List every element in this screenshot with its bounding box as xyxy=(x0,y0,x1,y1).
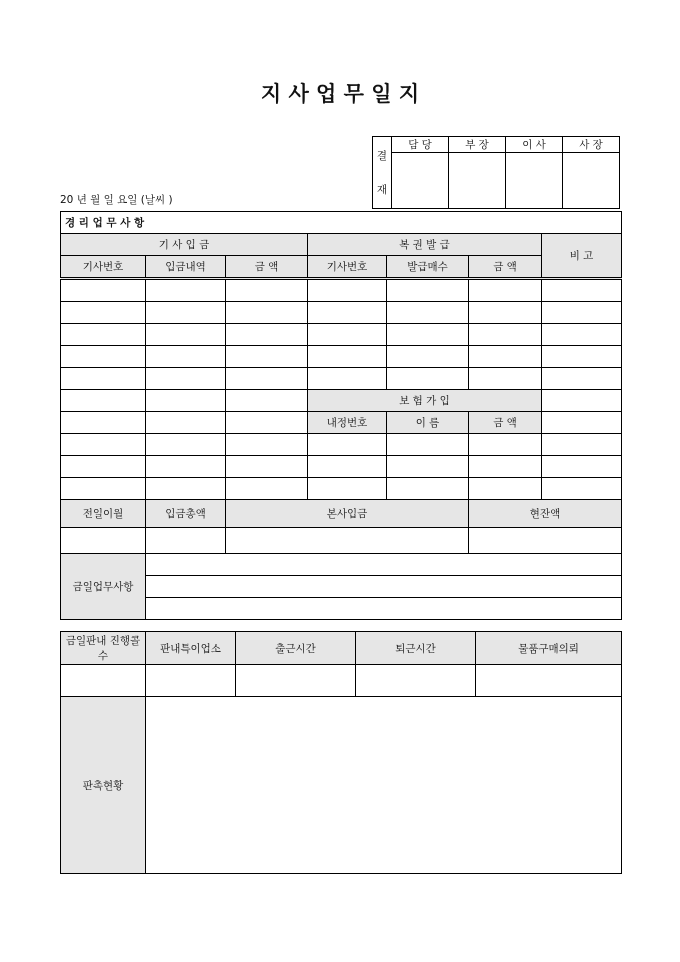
col-header: 금 액 xyxy=(226,256,308,279)
sales-col-clock-out: 퇴근시간 xyxy=(356,632,476,665)
table-row xyxy=(61,279,622,302)
table-cell[interactable] xyxy=(542,368,622,390)
table-cell[interactable] xyxy=(61,324,146,346)
table-cell[interactable] xyxy=(146,478,226,500)
table-cell[interactable] xyxy=(469,302,542,324)
table-cell[interactable] xyxy=(469,279,542,302)
remarks-header: 비 고 xyxy=(542,234,622,279)
table-cell[interactable] xyxy=(308,346,387,368)
col-header: 금 액 xyxy=(469,412,542,434)
approval-sign-director[interactable] xyxy=(506,153,563,209)
col-header: 입금내역 xyxy=(146,256,226,279)
table-cell[interactable] xyxy=(542,390,622,412)
table-cell[interactable] xyxy=(542,279,622,302)
table-cell[interactable] xyxy=(226,412,308,434)
approval-role-staff: 담 당 xyxy=(392,137,449,153)
table-cell[interactable] xyxy=(61,478,146,500)
approval-sign-staff[interactable] xyxy=(392,153,449,209)
approval-role-president: 사 장 xyxy=(563,137,620,153)
table-cell[interactable] xyxy=(469,456,542,478)
table-cell[interactable] xyxy=(542,434,622,456)
col-header: 이 름 xyxy=(387,412,469,434)
table-cell[interactable] xyxy=(387,456,469,478)
table-cell[interactable] xyxy=(469,368,542,390)
approval-sign-president[interactable] xyxy=(563,153,620,209)
table-cell[interactable] xyxy=(469,434,542,456)
col-header: 발급매수 xyxy=(387,256,469,279)
summary-carryover-value[interactable] xyxy=(61,528,146,554)
sales-purchase-request-value[interactable] xyxy=(476,665,622,697)
accounting-table xyxy=(60,211,622,620)
table-cell[interactable] xyxy=(308,324,387,346)
summary-header-hq-deposit: 본사입금 xyxy=(226,500,469,528)
table-cell[interactable] xyxy=(146,279,226,302)
table-cell[interactable] xyxy=(542,346,622,368)
table-cell[interactable] xyxy=(146,368,226,390)
table-cell[interactable] xyxy=(542,302,622,324)
table-cell[interactable] xyxy=(226,324,308,346)
today-tasks-line[interactable] xyxy=(146,598,622,620)
table-cell[interactable] xyxy=(226,456,308,478)
summary-balance-value[interactable] xyxy=(469,528,622,554)
table-cell[interactable] xyxy=(146,434,226,456)
table-cell[interactable] xyxy=(308,478,387,500)
today-tasks-line[interactable] xyxy=(146,576,622,598)
table-cell[interactable] xyxy=(387,279,469,302)
group-header-deposit: 기 사 입 금 xyxy=(61,234,308,256)
col-header: 금 액 xyxy=(469,256,542,279)
table-cell[interactable] xyxy=(469,478,542,500)
table-cell[interactable] xyxy=(226,390,308,412)
table-cell[interactable] xyxy=(542,412,622,434)
table-cell[interactable] xyxy=(226,368,308,390)
table-row xyxy=(61,346,622,368)
table-cell[interactable] xyxy=(61,456,146,478)
table-cell[interactable] xyxy=(61,302,146,324)
page-title: 지 사 업 무 일 지 xyxy=(260,81,420,106)
sales-col-clock-in: 출근시간 xyxy=(236,632,356,665)
table-cell[interactable] xyxy=(542,456,622,478)
table-cell[interactable] xyxy=(61,279,146,302)
approval-box xyxy=(372,136,620,209)
table-cell[interactable] xyxy=(226,302,308,324)
col-header: 기사번호 xyxy=(61,256,146,279)
table-cell[interactable] xyxy=(308,302,387,324)
table-row xyxy=(61,412,622,434)
promotion-status-label: 판촉현황 xyxy=(61,697,146,874)
date-line[interactable]: 20 년 월 일 요일 (날씨 ) xyxy=(60,194,173,206)
sales-calls-value[interactable] xyxy=(61,665,146,697)
table-cell[interactable] xyxy=(469,346,542,368)
group-header-ticket: 복 권 발 급 xyxy=(308,234,542,256)
table-row xyxy=(61,302,622,324)
table-cell[interactable] xyxy=(226,279,308,302)
sales-special-store-value[interactable] xyxy=(146,665,236,697)
table-cell[interactable] xyxy=(146,412,226,434)
table-cell[interactable] xyxy=(61,346,146,368)
table-cell[interactable] xyxy=(387,302,469,324)
table-cell[interactable] xyxy=(226,478,308,500)
table-cell[interactable] xyxy=(61,368,146,390)
table-cell[interactable] xyxy=(146,346,226,368)
sales-table xyxy=(60,631,622,874)
table-cell[interactable] xyxy=(387,478,469,500)
today-tasks-line[interactable] xyxy=(146,554,622,576)
table-cell[interactable] xyxy=(146,390,226,412)
summary-deposit-total-value[interactable] xyxy=(146,528,226,554)
table-cell[interactable] xyxy=(226,346,308,368)
summary-header-carryover: 전일이월 xyxy=(61,500,146,528)
group-header-insurance: 보 험 가 입 xyxy=(308,390,542,412)
table-cell[interactable] xyxy=(469,324,542,346)
col-header: 내정번호 xyxy=(308,412,387,434)
table-cell[interactable] xyxy=(542,324,622,346)
sales-clock-in-value[interactable] xyxy=(236,665,356,697)
table-row xyxy=(61,368,622,390)
table-cell[interactable] xyxy=(61,412,146,434)
table-cell[interactable] xyxy=(146,302,226,324)
summary-hq-deposit-value[interactable] xyxy=(226,528,469,554)
table-cell[interactable] xyxy=(387,324,469,346)
table-cell[interactable] xyxy=(308,279,387,302)
table-cell[interactable] xyxy=(61,390,146,412)
summary-header-deposit-total: 입금총액 xyxy=(146,500,226,528)
sales-col-special-store: 판내특이업소 xyxy=(146,632,236,665)
today-tasks-label: 금일업무사항 xyxy=(61,554,146,620)
table-cell[interactable] xyxy=(146,456,226,478)
table-cell[interactable] xyxy=(146,324,226,346)
table-row xyxy=(61,478,622,500)
table-cell[interactable] xyxy=(226,434,308,456)
approval-role-manager: 부 장 xyxy=(449,137,506,153)
table-row xyxy=(61,324,622,346)
table-cell[interactable] xyxy=(387,368,469,390)
sales-clock-out-value[interactable] xyxy=(356,665,476,697)
sales-col-purchase-request: 물품구매의뢰 xyxy=(476,632,622,665)
table-cell[interactable] xyxy=(387,434,469,456)
promotion-status-area[interactable] xyxy=(146,697,622,874)
summary-header-balance: 현잔액 xyxy=(469,500,622,528)
section-title-accounting: 경 리 업 무 사 항 xyxy=(61,212,622,234)
table-cell[interactable] xyxy=(308,434,387,456)
table-cell[interactable] xyxy=(387,346,469,368)
table-row xyxy=(61,434,622,456)
table-cell[interactable] xyxy=(308,368,387,390)
col-header: 기사번호 xyxy=(308,256,387,279)
approval-role-director: 이 사 xyxy=(506,137,563,153)
table-cell[interactable] xyxy=(61,434,146,456)
table-cell[interactable] xyxy=(308,456,387,478)
sales-calls-label: 금일판내 진행콜수 xyxy=(61,632,146,665)
approval-label: 결 재 xyxy=(373,137,392,209)
table-row xyxy=(61,456,622,478)
approval-sign-manager[interactable] xyxy=(449,153,506,209)
table-row xyxy=(61,390,622,412)
table-cell[interactable] xyxy=(542,478,622,500)
